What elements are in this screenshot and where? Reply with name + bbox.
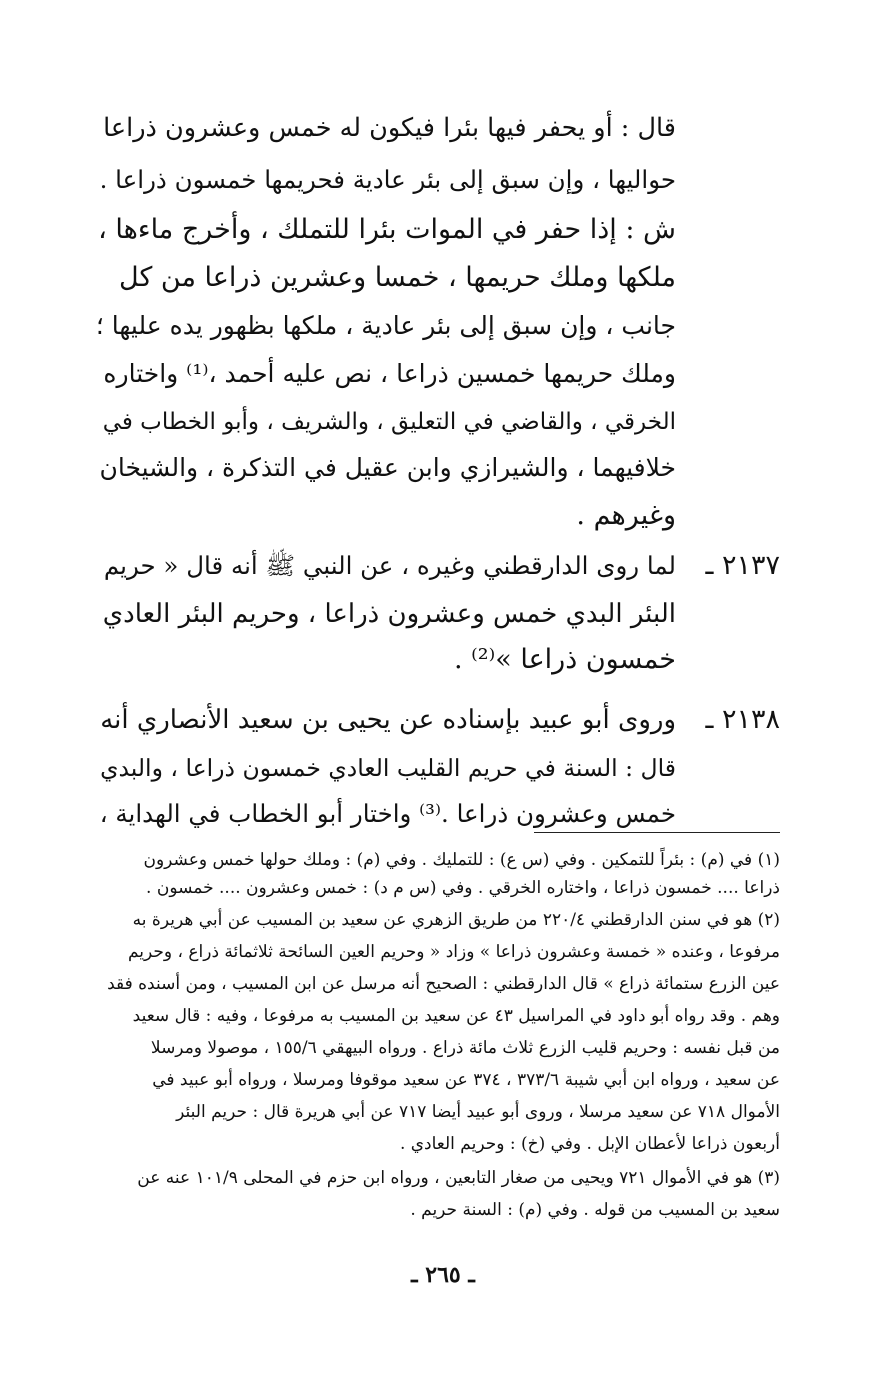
item-line: قال : السنة في حريم القليب العادي خمسون ذراعا ، والبدي — [100, 754, 676, 782]
body-line: خلافيهما ، والشيرازي وابن عقيل في التذكرة ، والشيخان — [99, 453, 676, 482]
page-number: ـ ٢٦٥ ـ — [411, 1262, 475, 1288]
item-line: وروى أبو عبيد بإسناده عن يحيى بن سعيد الأنصاري أنه — [100, 705, 676, 735]
footnote-line: (٢) هو في سنن الدارقطني ٢٢٠/٤ من طريق الزهري عن سعيد بن المسيب عن أبي هريرة به — [132, 910, 780, 930]
footnote-separator — [534, 832, 780, 833]
footnote-line: (٣) هو في الأموال ٧٢١ ويحيى من صغار التابعين ، ورواه ابن حزم في المحلى ١٠١/٩ عنه عن — [137, 1168, 780, 1188]
footnote-line: وهم . وقد رواه أبو داود في المراسيل ٤٣ عن سعيد بن المسيب به مرفوعا ، وفيه : قال سعيد — [132, 1006, 780, 1026]
footnote-line: عن سعيد ، ورواه ابن أبي شيبة ٣٧٣/٦ ، ٣٧٤ عن سعيد موقوفا ومرسلا ، ورواه أبو عبيد في — [152, 1070, 780, 1090]
body-line: الخرقي ، والقاضي في التعليق ، والشريف ، وأبو الخطاب في — [102, 409, 676, 435]
body-line: حواليها ، وإن سبق إلى بئر عادية فحريمها خمسون ذراعا . — [99, 165, 676, 194]
footnote-line: من قبل نفسه : وحريم قليب الزرع ثلاث مائة ذراع . ورواه البيهقي ١٥٥/٦ ، موصولا ومرسلا — [150, 1038, 780, 1058]
footnote-line: مرفوعا ، وعنده « خمسة وعشرون ذراعا » وزاد « وحريم العين السائحة ثلاثمائة ذراع ، وحريم — [127, 942, 780, 962]
item-number: ٢١٣٨ ـ — [705, 704, 780, 735]
item-line: البئر البدي خمس وعشرون ذراعا ، وحريم البئر العادي — [102, 599, 676, 629]
footnote-line: الأموال ٧١٨ عن سعيد مرسلا ، وروى أبو عبيد أيضا ٧١٧ عن أبي هريرة قال : حريم البئر — [176, 1102, 780, 1122]
body-line: ش : إذا حفر في الموات بئرا للتملك ، وأخرج ماءها ، — [98, 214, 676, 245]
body-line: وملك حريمها خمسين ذراعا ، نص عليه أحمد ،⁽¹⁾ واختاره — [103, 359, 676, 388]
footnote-line: (١) في (م) : بئراً للتمكين . وفي (س ع) : للتمليك . وفي (م) : وملك حولها خمس وعشرون — [143, 850, 780, 870]
item-line: خمسون ذراعا »⁽²⁾ . — [453, 644, 676, 675]
item-line: خمس وعشرون ذراعا .⁽³⁾ واختار أبو الخطاب في الهداية ، — [99, 799, 676, 828]
body-line: قال : أو يحفر فيها بئرا فيكون له خمس وعشرون ذراعا — [103, 113, 676, 143]
body-line: وغيرهم . — [576, 500, 676, 531]
body-line: جانب ، وإن سبق إلى بئر عادية ، ملكها بظهور يده عليها ؛ — [96, 311, 676, 340]
footnote-line: سعيد بن المسيب من قوله . وفي (م) : السنة حريم . — [410, 1200, 780, 1220]
item-line: لما روى الدارقطني وغيره ، عن النبي ﷺ أنه قال « حريم — [103, 551, 676, 580]
body-line: ملكها وملك حريمها ، خمسا وعشرين ذراعا من كل — [119, 262, 676, 293]
footnote-line: ذراعا .... خمسون ذراعا ، واختاره الخرقي . وفي (س م د) : خمس وعشرون .... خمسون . — [146, 878, 780, 898]
footnote-line: أربعون ذراعا لأعطان الإبل . وفي (خ) : وحريم العادي . — [399, 1134, 780, 1154]
footnote-line: عين الزرع ستمائة ذراع » قال الدارقطني : الصحيح أنه مرسل عن ابن المسيب ، ومن أسنده فقد — [107, 974, 780, 994]
item-number: ٢١٣٧ ـ — [705, 550, 780, 581]
